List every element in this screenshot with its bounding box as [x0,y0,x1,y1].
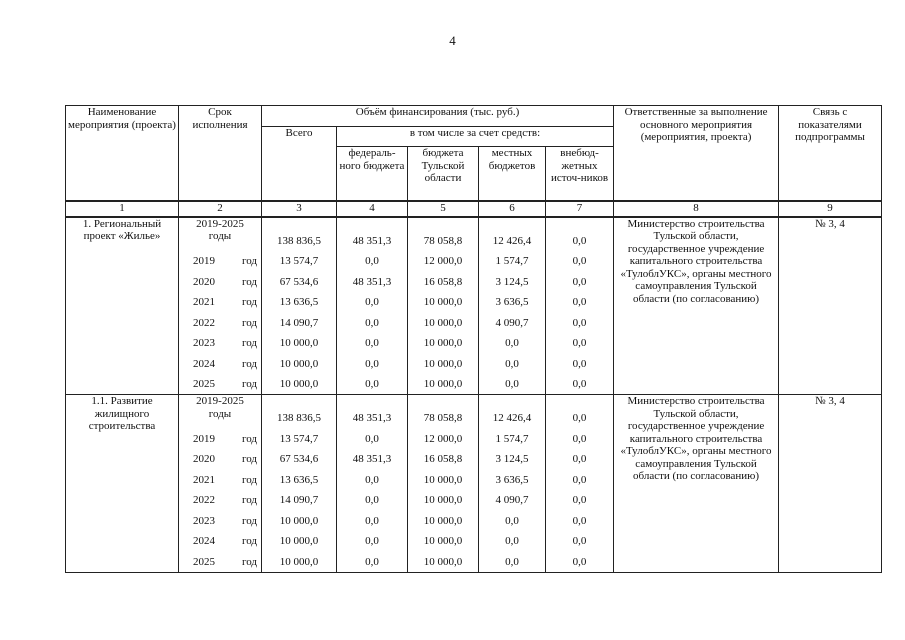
period-cell [179,510,262,531]
cell-extrabudget: 0,0 [546,333,614,354]
group-responsible: Министерство строительства Тульской области, государственное учреждение капитального строительства «ТулоблУКС», органы местного самоуправления Тульской области (по согласованию) [614,217,779,395]
cell-extrabudget: 0,0 [546,374,614,395]
cell-federal: 48 351,3 [337,449,408,470]
cell-extrabudget: 0,0 [546,251,614,272]
cell-extrabudget: 0,0 [546,510,614,531]
cell-local: 12 426,4 [479,217,546,251]
cell-local: 0,0 [479,333,546,354]
header-link: Связь с показателями подпрограммы [779,106,882,201]
period-cell [179,353,262,374]
period-unit: год [241,514,257,527]
header-including: в том числе за счет средств: [337,127,614,147]
cell-local: 3 124,5 [479,271,546,292]
cell-total: 10 000,0 [262,531,337,552]
cell-regional: 10 000,0 [408,510,479,531]
cell-regional: 16 058,8 [408,449,479,470]
period-unit: годы [208,407,232,420]
period-unit: год [241,255,257,267]
cell-regional: 10 000,0 [408,292,479,313]
period-year: 2022 [193,494,215,506]
period-cell [179,271,262,292]
cell-extrabudget: 0,0 [546,428,614,449]
period-unit: год [241,453,257,465]
cell-federal: 48 351,3 [337,217,408,251]
period-unit: год [241,555,257,568]
table-row [66,217,882,251]
period-unit: год [241,535,257,547]
cell-extrabudget: 0,0 [546,449,614,470]
cell-local: 0,0 [479,531,546,552]
cell-federal: 48 351,3 [337,271,408,292]
period-unit: год [241,316,257,329]
cell-local: 0,0 [479,510,546,531]
header-total: Всего [262,127,337,201]
cell-regional: 10 000,0 [408,490,479,511]
period-year: 2025 [193,555,215,568]
cell-federal: 0,0 [337,292,408,313]
col-number: 3 [262,201,337,217]
period-unit: год [241,357,257,370]
cell-total: 13 574,7 [262,428,337,449]
cell-federal: 0,0 [337,490,408,511]
cell-local: 3 636,5 [479,292,546,313]
period-cell [179,333,262,354]
cell-federal: 0,0 [337,374,408,395]
cell-local: 4 090,7 [479,312,546,333]
cell-extrabudget: 0,0 [546,490,614,511]
col-number: 1 [66,201,179,217]
period-year: 2024 [193,357,215,370]
cell-total: 67 534,6 [262,271,337,292]
group-link: № 3, 4 [779,395,882,573]
cell-extrabudget: 0,0 [546,469,614,490]
cell-total: 10 000,0 [262,374,337,395]
period-cell [179,217,262,251]
cell-total: 10 000,0 [262,353,337,374]
funding-table [65,105,882,573]
period-unit: год [241,432,257,445]
cell-regional: 78 058,8 [408,395,479,429]
header-period: Срок исполнения [179,106,262,201]
cell-total: 13 574,7 [262,251,337,272]
period-year: 2020 [193,453,215,465]
column-numbers-row [66,201,882,217]
cell-federal: 0,0 [337,333,408,354]
period-year: 2023 [193,337,215,349]
cell-regional: 78 058,8 [408,217,479,251]
period-cell [179,469,262,490]
period-year: 2019 [193,432,215,445]
period-unit: год [241,275,257,288]
cell-regional: 10 000,0 [408,551,479,572]
cell-local: 12 426,4 [479,395,546,429]
cell-regional: 12 000,0 [408,251,479,272]
cell-total: 14 090,7 [262,312,337,333]
cell-extrabudget: 0,0 [546,312,614,333]
col-number: 9 [779,201,882,217]
cell-regional: 10 000,0 [408,312,479,333]
period-cell [179,428,262,449]
period-year: 2025 [193,378,215,390]
cell-extrabudget: 0,0 [546,292,614,313]
col-number: 7 [546,201,614,217]
cell-extrabudget: 0,0 [546,353,614,374]
period-cell [179,490,262,511]
cell-regional: 10 000,0 [408,374,479,395]
cell-total: 138 836,5 [262,395,337,429]
period-unit: год [241,378,257,390]
period-cell [179,551,262,572]
header-federal: федераль-ного бюджета [337,147,408,201]
cell-regional: 16 058,8 [408,271,479,292]
cell-regional: 12 000,0 [408,428,479,449]
period-cell [179,449,262,470]
cell-regional: 10 000,0 [408,333,479,354]
cell-total: 13 636,5 [262,469,337,490]
cell-total: 67 534,6 [262,449,337,470]
period-cell [179,251,262,272]
cell-federal: 48 351,3 [337,395,408,429]
period-range: 2019-2025 [196,395,244,407]
cell-local: 3 636,5 [479,469,546,490]
period-cell [179,395,262,429]
period-cell [179,312,262,333]
cell-local: 0,0 [479,374,546,395]
col-number: 6 [479,201,546,217]
cell-federal: 0,0 [337,428,408,449]
cell-federal: 0,0 [337,251,408,272]
table-row [66,395,882,429]
cell-extrabudget: 0,0 [546,395,614,429]
cell-local: 4 090,7 [479,490,546,511]
period-year: 2021 [193,473,215,486]
cell-regional: 10 000,0 [408,531,479,552]
period-unit: год [241,296,257,308]
period-cell [179,531,262,552]
cell-federal: 0,0 [337,353,408,374]
cell-federal: 0,0 [337,531,408,552]
cell-regional: 10 000,0 [408,353,479,374]
cell-federal: 0,0 [337,312,408,333]
period-year: 2021 [193,296,215,308]
col-number: 8 [614,201,779,217]
cell-local: 3 124,5 [479,449,546,470]
cell-total: 13 636,5 [262,292,337,313]
period-year: 2024 [193,535,215,547]
period-range: 2019-2025 [196,217,244,230]
period-cell [179,374,262,395]
cell-federal: 0,0 [337,551,408,572]
group-name: 1. Региональный проект «Жилье» [66,217,179,395]
header-responsible: Ответственные за выполнение основного мероприятия (мероприятия, проекта) [614,106,779,201]
period-year: 2022 [193,316,215,329]
period-unit: год [241,494,257,506]
cell-total: 10 000,0 [262,333,337,354]
cell-total: 14 090,7 [262,490,337,511]
page-number: 4 [449,33,456,48]
cell-extrabudget: 0,0 [546,551,614,572]
period-cell [179,292,262,313]
col-number: 2 [179,201,262,217]
cell-extrabudget: 0,0 [546,217,614,251]
cell-local: 1 574,7 [479,251,546,272]
col-number: 4 [337,201,408,217]
period-year: 2019 [193,255,215,267]
cell-extrabudget: 0,0 [546,271,614,292]
period-unit: годы [208,230,232,242]
period-unit: год [241,473,257,486]
header-funding: Объём финансирования (тыс. руб.) [262,106,614,127]
group-name: 1.1. Развитие жилищного строительства [66,395,179,573]
cell-extrabudget: 0,0 [546,531,614,552]
group-link: № 3, 4 [779,217,882,395]
period-year: 2020 [193,275,215,288]
cell-local: 0,0 [479,551,546,572]
cell-total: 138 836,5 [262,217,337,251]
cell-federal: 0,0 [337,469,408,490]
group-responsible: Министерство строительства Тульской области, государственное учреждение капитального строительства «ТулоблУКС», органы местного самоуправления Тульской области (по согласованию) [614,395,779,573]
header-local: местных бюджетов [479,147,546,201]
cell-federal: 0,0 [337,510,408,531]
col-number: 5 [408,201,479,217]
cell-regional: 10 000,0 [408,469,479,490]
period-unit: год [241,337,257,349]
cell-total: 10 000,0 [262,551,337,572]
header-extrabudget: внебюд-жетных источ-ников [546,147,614,201]
cell-local: 1 574,7 [479,428,546,449]
cell-total: 10 000,0 [262,510,337,531]
cell-local: 0,0 [479,353,546,374]
period-year: 2023 [193,514,215,527]
header-name: Наименование мероприятия (проекта) [66,106,179,201]
header-regional: бюджета Тульской области [408,147,479,201]
